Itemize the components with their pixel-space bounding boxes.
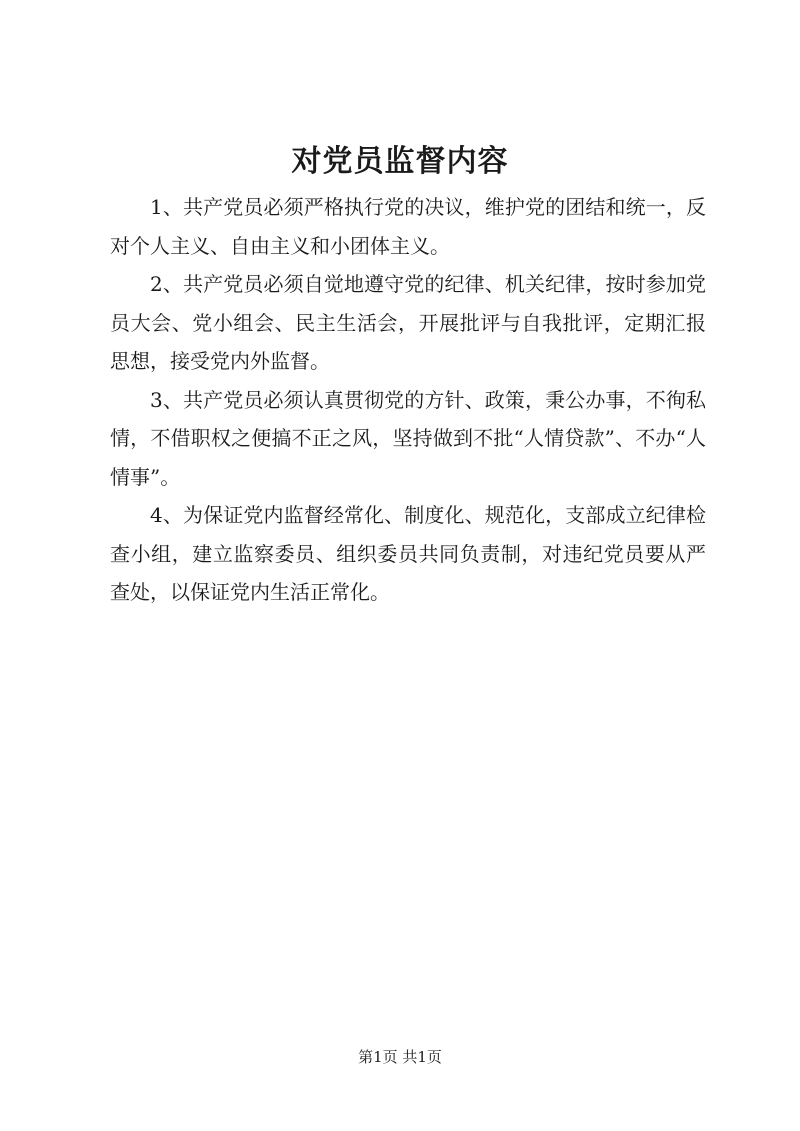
page-number-footer: 第1页 共1页 bbox=[358, 1048, 442, 1066]
paragraph-2: 2、共产党员必须自觉地遵守党的纪律、机关纪律，按时参加党员大会、党小组会、民主生活会，开展批评与自我批评，定期汇报思想，接受党内外监督。 bbox=[110, 272, 706, 373]
document-body bbox=[110, 188, 706, 612]
paragraph-3: 3、共产党员必须认真贯彻党的方针、政策，秉公办事，不徇私情，不借职权之便搞不正之风，坚持做到不批“人情贷款”、不办“人情事”。 bbox=[110, 387, 706, 489]
paragraph-1: 1、共产党员必须严格执行党的决议，维护党的团结和统一，反对个人主义、自由主义和小团体主义。 bbox=[110, 195, 706, 258]
page-title: 对党员监督内容 bbox=[291, 144, 509, 179]
paragraph-4: 4、为保证党内监督经常化、制度化、规范化，支部成立纪律检查小组，建立监察委员、组织委员共同负责制，对违纪党员要从严查处，以保证党内生活正常化。 bbox=[110, 503, 706, 604]
